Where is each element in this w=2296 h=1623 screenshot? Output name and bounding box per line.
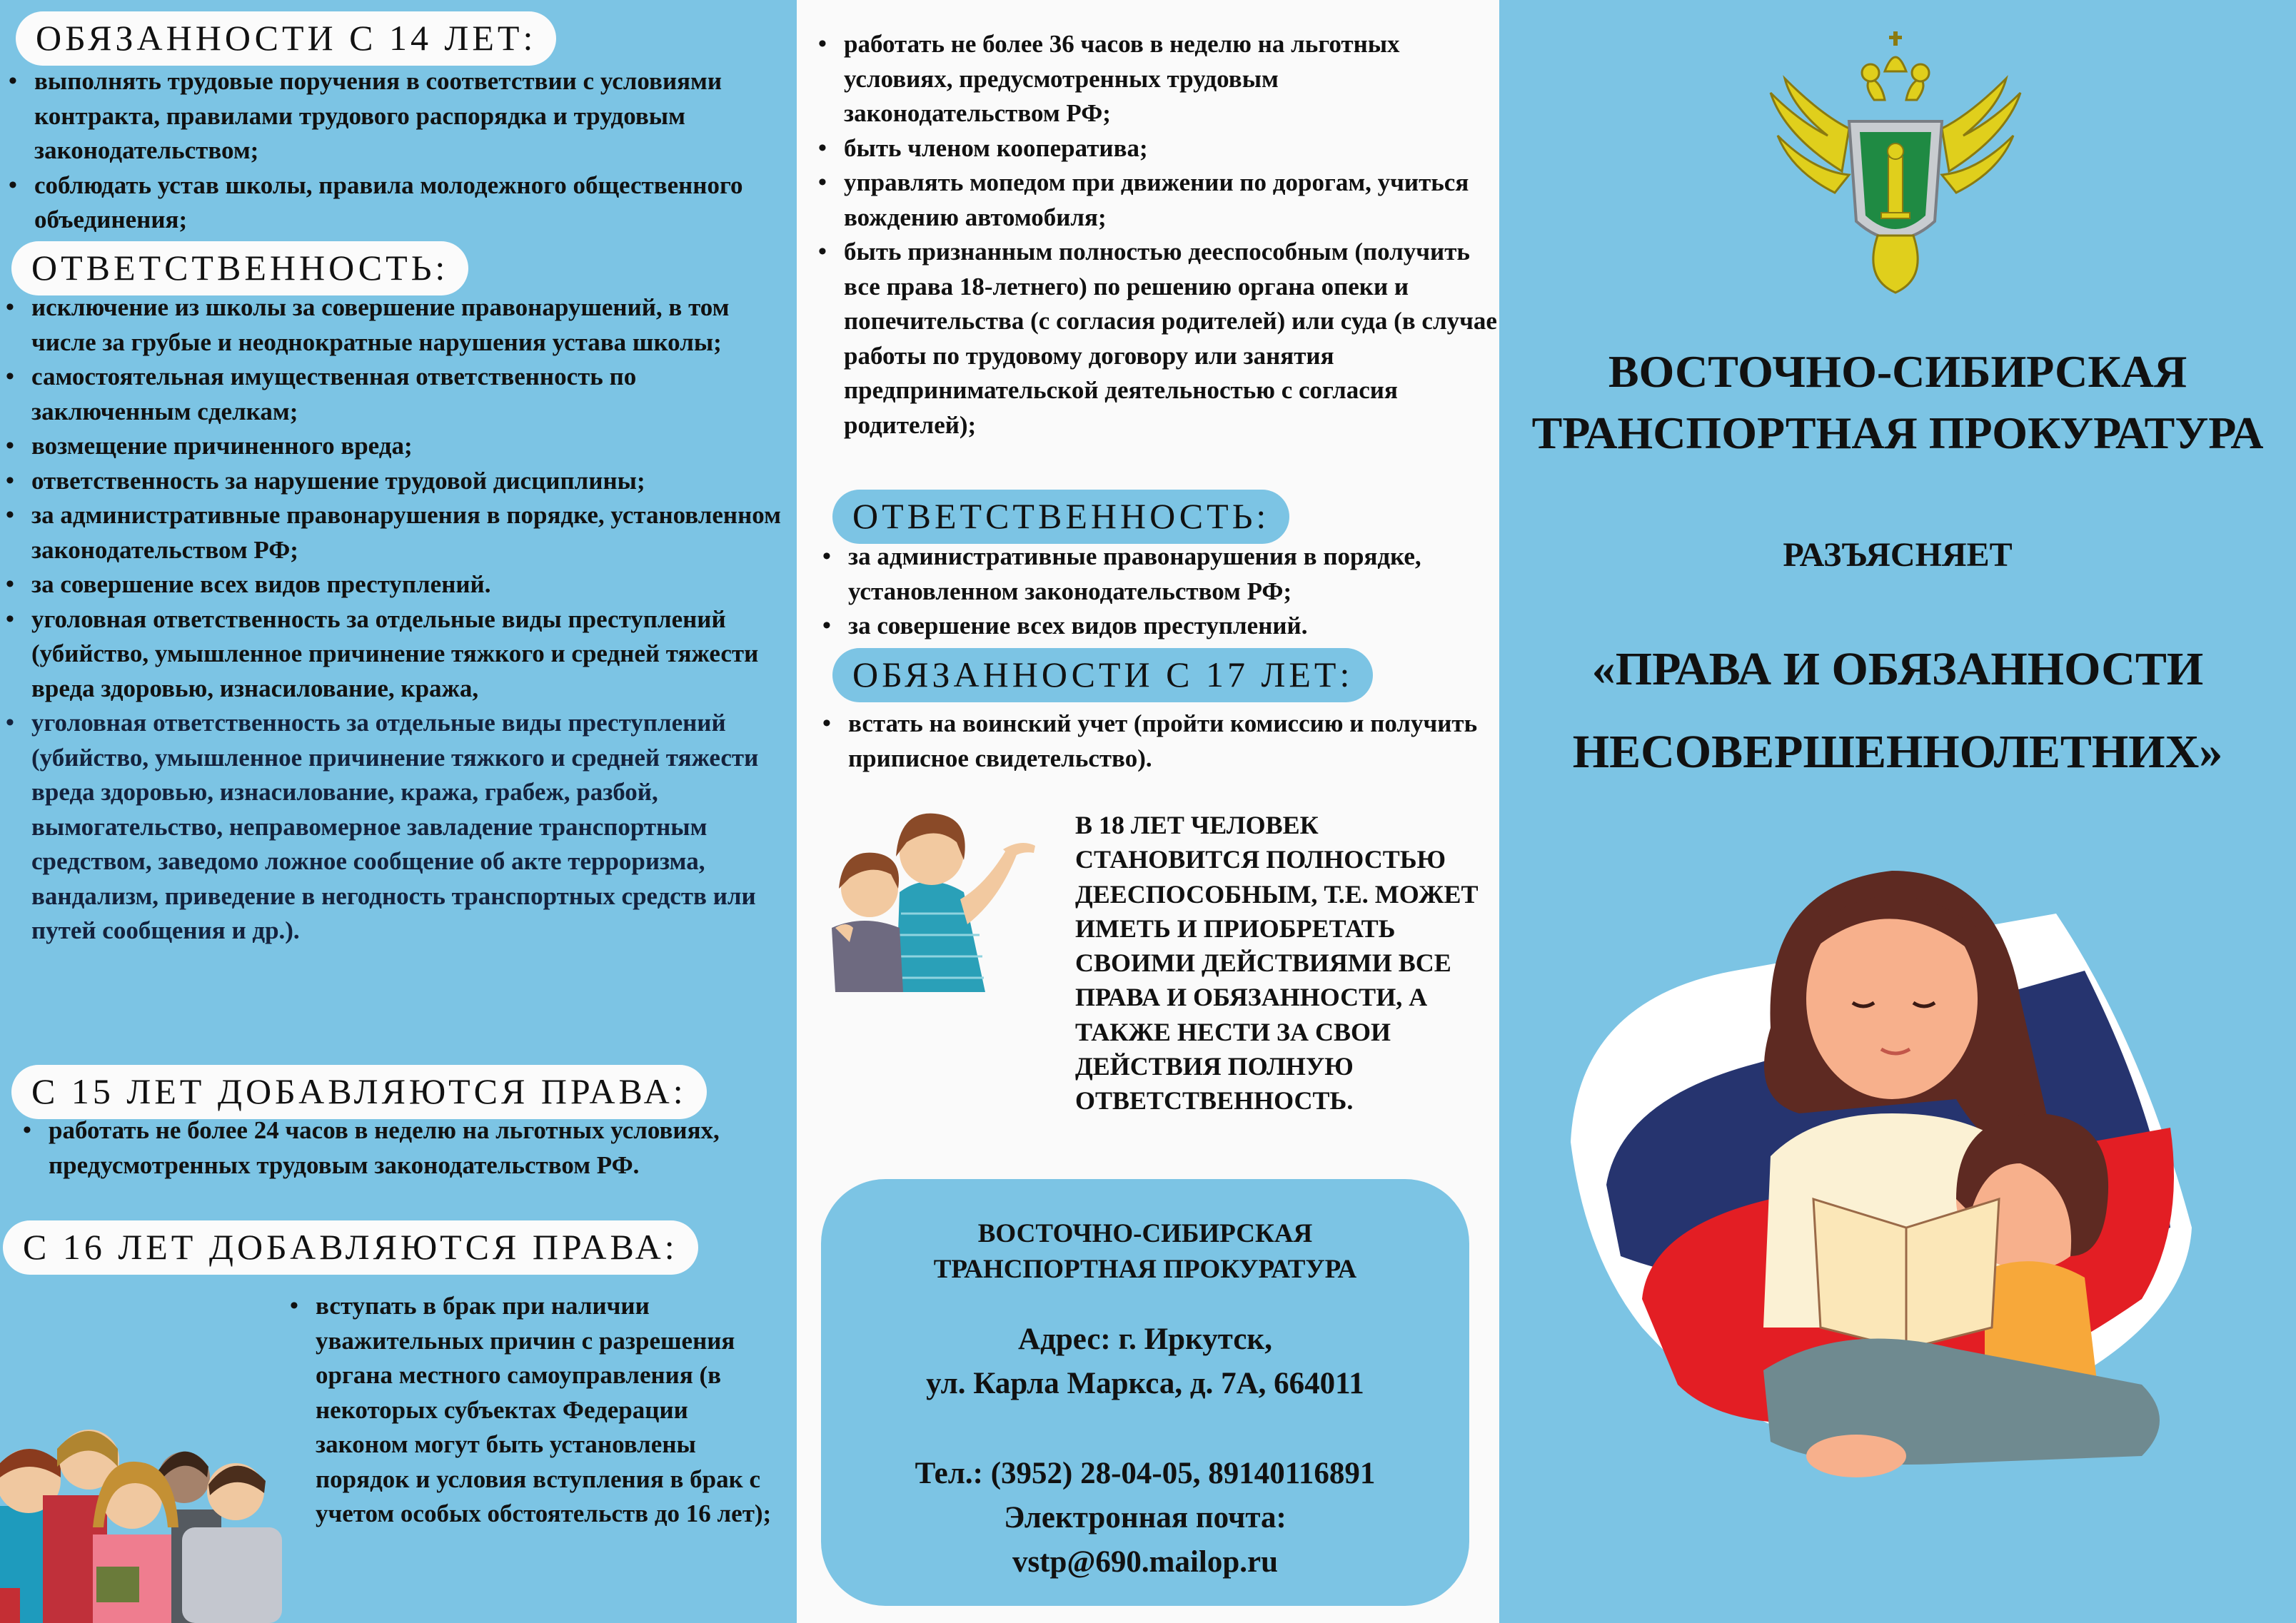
section-header-rights-15: С 15 ЛЕТ ДОБАВЛЯЮТСЯ ПРАВА: <box>11 1065 707 1119</box>
section-header-responsibility-mid: ОТВЕТСТВЕННОСТЬ: <box>832 490 1289 544</box>
contact-email-label: Электронная почта: <box>1004 1501 1287 1534</box>
list-item: • ответственность за нарушение трудовой дисциплины; <box>0 464 794 499</box>
age-18-statement: В 18 ЛЕТ ЧЕЛОВЕК СТАНОВИТСЯ ПОЛНОСТЬЮ ДЕЕСПОСОБНЫМ, Т.Е. МОЖЕТ ИМЕТЬ И ПРИОБРЕТАТЬ СВОИМИ ДЕЙСТВИЯМИ ВСЕ ПРАВА И ОБЯЗАННОСТИ, А ТАКЖЕ НЕСТИ ЗА СВОИ ДЕЙСТВИЯ ПОЛНУЮ ОТВЕТСТВЕННОСТЬ. <box>1075 811 1479 1116</box>
responsibility-mid-list <box>817 540 1502 644</box>
contact-address-line1: Адрес: г. Иркутск, <box>1018 1323 1272 1356</box>
right-explains: РАЗЪЯСНЯЕТ <box>1783 536 2013 574</box>
list-item: • самостоятельная имущественная ответственность по заключенным сделкам; <box>0 360 794 429</box>
list-item: • за совершение всех видов преступлений. <box>817 609 1502 644</box>
list-item: • встать на воинский учет (пройти комиссию и получить приписное свидетельство). <box>817 707 1502 776</box>
responsibility-list <box>0 290 794 949</box>
contact-org-line2: ТРАНСПОРТНАЯ ПРОКУРАТУРА <box>933 1255 1357 1284</box>
rights-15-list <box>17 1113 731 1183</box>
list-item: • управлять мопедом при движении по дорогам, учиться вождению автомобиля; <box>812 166 1498 235</box>
list-item: • за административные правонарушения в порядке, установленном законодательством РФ; <box>817 540 1502 609</box>
contact-org-name <box>821 1216 1469 1288</box>
brochure-title-line1: «ПРАВА И ОБЯЗАННОСТИ <box>1591 643 2204 695</box>
list-item: • за административные правонарушения в порядке, установленном законодательством РФ; <box>0 498 794 567</box>
list-item: • работать не более 24 часов в неделю на льготных условиях, предусмотренных трудовым законодательством РФ. <box>17 1113 731 1183</box>
list-item: • уголовная ответственность за отдельные виды преступлений (убийство, умышленное причинение тяжкого и средней тяжести вреда здоровью, изнасилование, кража, <box>0 602 794 707</box>
contact-email[interactable]: vstp@690.mailop.ru <box>1012 1545 1279 1579</box>
list-item: • быть признанным полностью дееспособным (получить все права 18-летнего) по решению органа опеки и попечительства (с согласия родителей) или суда (в случае работы по трудовому договору или занятия предпринимательской деятельностью с согласия родителей); <box>812 235 1498 443</box>
brochure-title-line2: НЕСОВЕРШЕННОЛЕТНИХ» <box>1572 726 2223 778</box>
list-item: • соблюдать устав школы, правила молодежного общественного объединения; <box>3 168 788 238</box>
contact-org-line1: ВОСТОЧНО-СИБИРСКАЯ <box>977 1219 1313 1248</box>
list-item: • выполнять трудовые поручения в соответствии с условиями контракта, правилами трудового распорядка и трудовым законодательством; <box>3 64 788 168</box>
section-header-duties-14: ОБЯЗАННОСТИ С 14 ЛЕТ: <box>16 11 556 66</box>
section-header-duties-17: ОБЯЗАННОСТИ С 17 ЛЕТ: <box>832 648 1373 702</box>
list-item: • возмещение причиненного вреда; <box>0 429 794 464</box>
mother-reading-to-child-illustration <box>1556 828 2199 1527</box>
right-org-line2: ТРАНСПОРТНАЯ ПРОКУРАТУРА <box>1531 408 2264 458</box>
duties-14-list <box>3 64 788 238</box>
list-item: • за совершение всех видов преступлений. <box>0 567 794 602</box>
left-panel <box>0 0 797 1623</box>
rights-16-list <box>284 1289 784 1532</box>
list-item: • вступать в брак при наличии уважительных причин с разрешения органа местного самоуправления (в некоторых субъектах Федерации законом могут быть установлены порядок и условия вступления в брак с учетом особых обстоятельств до 16 лет); <box>284 1289 784 1532</box>
rights-16-continued-list <box>812 27 1498 443</box>
list-item: • уголовная ответственность за отдельные виды преступлений (убийство, умышленное причинение тяжкого и средней тяжести вреда здоровью, изнасилование, кража, грабеж, разбой, вымогательство, неправомерное завладение транспортным средством, заведомо ложное сообщение об акте терроризма, вандализм, приведение в негодность транспортных средств или путей сообщения и др.). <box>0 706 794 949</box>
list-item: • работать не более 36 часов в неделю на льготных условиях, предусмотренных трудовым законодательством РФ; <box>812 27 1498 131</box>
contact-card <box>821 1179 1469 1606</box>
contact-phone[interactable]: Тел.: (3952) 28-04-05, 89140116891 <box>915 1457 1376 1490</box>
right-org-line1: ВОСТОЧНО-СИБИРСКАЯ <box>1608 346 2187 397</box>
two-boys-illustration <box>821 799 1057 992</box>
list-item: • исключение из школы за совершение правонарушений, в том числе за грубые и неоднократные нарушения устава школы; <box>0 290 794 360</box>
list-item: • быть членом кооператива; <box>812 131 1498 166</box>
teenagers-group-illustration <box>0 1342 300 1623</box>
duties-17-list <box>817 707 1502 776</box>
section-header-rights-16: С 16 ЛЕТ ДОБАВЛЯЮТСЯ ПРАВА: <box>3 1220 698 1275</box>
contact-address-line2: ул. Карла Маркса, д. 7А, 664011 <box>926 1367 1364 1400</box>
right-org-name <box>1499 341 2296 464</box>
brochure-title <box>1499 628 2296 794</box>
section-header-responsibility: ОТВЕТСТВЕННОСТЬ: <box>11 241 468 295</box>
prosecutor-emblem-icon <box>1756 29 2035 300</box>
